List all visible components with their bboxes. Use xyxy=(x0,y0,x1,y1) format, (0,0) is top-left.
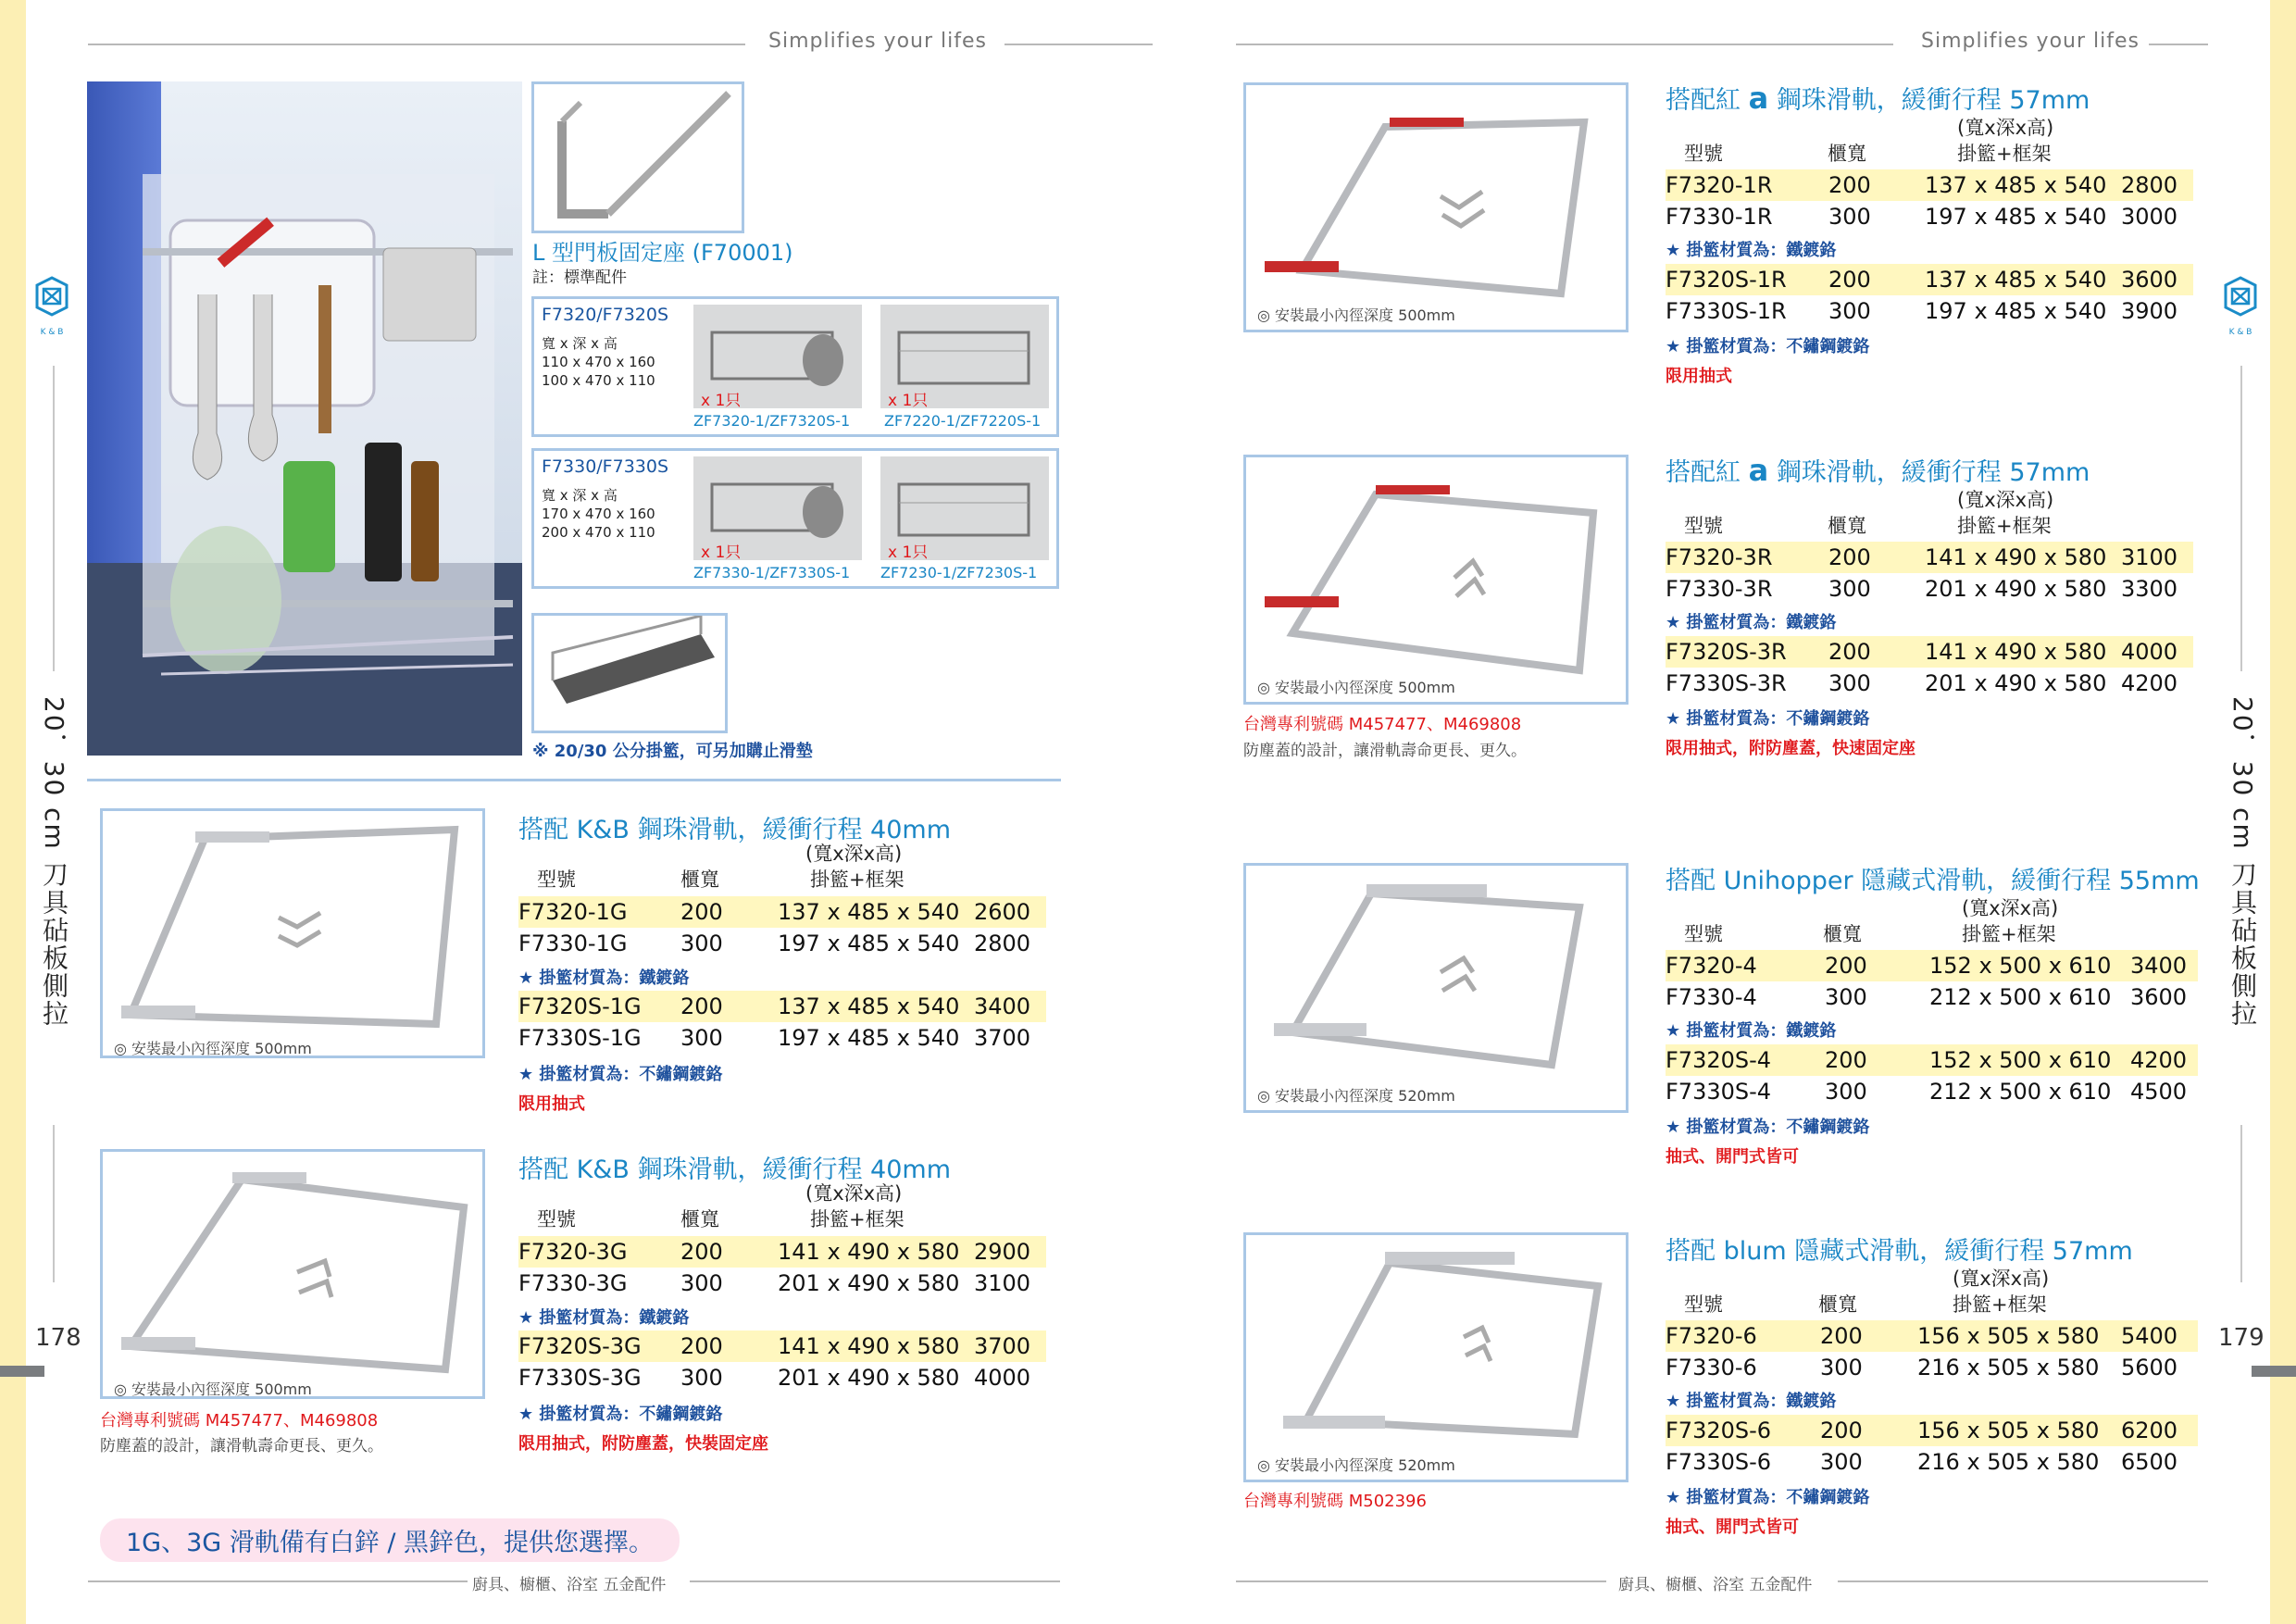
model-header: 型號 xyxy=(1684,923,1723,945)
patent-description: 防塵蓋的設計，讓滑軌壽命更長、更久。 xyxy=(100,1437,383,1455)
brand-logo-left xyxy=(35,276,69,337)
rail-image-frame xyxy=(1243,863,1628,1113)
dims-header: (寬x深x高) xyxy=(1953,1268,2050,1290)
model-header: 型號 xyxy=(537,868,576,891)
table-row: F7320S-3R 200 141 x 490 x 580 4000 xyxy=(1666,636,2193,668)
table-row: F7320-6 200 156 x 505 x 580 5400 xyxy=(1666,1320,2198,1352)
rail-image-frame xyxy=(100,1149,485,1399)
model-header: 型號 xyxy=(1684,143,1723,165)
material-note: ★ 掛籃材質為：不鏽鋼鍍鉻 xyxy=(1666,1118,1870,1137)
material-note: ★ 掛籃材質為：不鏽鋼鍍鉻 xyxy=(1666,709,1870,729)
model-header: 型號 xyxy=(1684,1293,1723,1316)
table-row: F7320-3G 200 141 x 490 x 580 2900 xyxy=(518,1236,1046,1268)
header-rule xyxy=(1004,44,1153,45)
model-header: 型號 xyxy=(1684,515,1723,537)
material-note: ★ 掛籃材質為：不鏽鋼鍍鉻 xyxy=(518,1065,723,1084)
rail-frame-image xyxy=(103,811,482,1033)
rail-frame-image xyxy=(1246,85,1626,307)
basket-header: 掛籃+框架 xyxy=(810,868,905,891)
side-title-left: 20．30 cm 刀具砧板側拉 xyxy=(39,696,69,1028)
section-title: 搭配 K&B 鋼珠滑軌，緩衝行程 40mm xyxy=(518,1156,951,1184)
table-row: F7330S-1G 300 197 x 485 x 540 3700 xyxy=(518,1025,1031,1051)
accessory-spec-line: 200 x 470 x 110 xyxy=(542,524,655,541)
spec-table-kb-1g xyxy=(518,809,1055,1115)
material-note: ★ 掛籃材質為：不鏽鋼鍍鉻 xyxy=(1666,1488,1870,1507)
width-header: 櫃寬 xyxy=(1823,923,1862,945)
table-row: F7330-3G 300 201 x 490 x 580 3100 xyxy=(518,1270,1031,1296)
usage-note: 限用抽式 xyxy=(518,1094,585,1114)
dims-header: (寬x深x高) xyxy=(1962,897,2059,919)
basket-header: 掛籃+框架 xyxy=(1957,143,2052,165)
page-number-left: 178 xyxy=(35,1324,81,1352)
accessory-qty: x 1只 xyxy=(701,392,742,410)
accessory-spec-line: 100 x 470 x 110 xyxy=(542,372,655,389)
patent-number: 台灣專利號碼 M502396 xyxy=(1243,1492,1427,1511)
usage-note: 抽式、開門式皆可 xyxy=(1666,1518,1799,1537)
basket-header: 掛籃+框架 xyxy=(810,1208,905,1230)
l-bracket-title: L 型門板固定座 (F70001) xyxy=(532,240,793,266)
table-row: F7330-6 300 216 x 505 x 580 5600 xyxy=(1666,1355,2178,1380)
accessory-spec-line: 110 x 470 x 160 xyxy=(542,354,655,370)
table-row: F7330S-3G 300 201 x 490 x 580 4000 xyxy=(518,1365,1031,1391)
width-header: 櫃寬 xyxy=(1818,1293,1857,1316)
material-note: ★ 掛籃材質為：鐵鍍鉻 xyxy=(518,1308,690,1328)
usage-note: 限用抽式 xyxy=(1666,367,1732,386)
install-depth: ◎ 安裝最小內徑深度 500mm xyxy=(114,1040,312,1057)
dims-header: (寬x深x高) xyxy=(805,843,903,865)
accessory-title: F7330/F7330S xyxy=(542,456,669,477)
accessory-spec-line: 170 x 470 x 160 xyxy=(542,506,655,522)
width-header: 櫃寬 xyxy=(1828,143,1866,165)
header-slogan-right: Simplifies your lifes xyxy=(1912,30,2149,53)
table-row: F7330S-1R 300 197 x 485 x 540 3900 xyxy=(1666,298,2178,324)
material-note: ★ 掛籃材質為：鐵鍍鉻 xyxy=(1666,613,1837,632)
rail-image-frame xyxy=(1243,1232,1628,1482)
dims-header: (寬x深x高) xyxy=(805,1182,903,1205)
l-bracket-image xyxy=(534,84,742,231)
header-rule xyxy=(1236,44,1893,45)
accessory-spec-label: 寬 x 深 x 高 xyxy=(542,335,618,352)
spec-table-a-1r xyxy=(1666,80,2202,394)
rail-frame-image xyxy=(1246,1235,1626,1457)
basket-header: 掛籃+框架 xyxy=(1962,923,2056,945)
footer-text-right: 廚具、櫥櫃、浴室 五金配件 xyxy=(1618,1576,1813,1594)
section-title: 搭配 blum 隱藏式滑軌，緩衝行程 57mm xyxy=(1666,1237,2133,1266)
table-row: F7330-3R 300 201 x 490 x 580 3300 xyxy=(1666,576,2178,602)
rail-frame-image xyxy=(103,1152,482,1374)
table-row: F7320-3R 200 141 x 490 x 580 3100 xyxy=(1666,542,2193,573)
accessory-qty: x 1只 xyxy=(888,392,929,410)
basket-note: ※ 20/30 公分掛籃，可另加購止滑墊 xyxy=(532,742,813,761)
spec-table-unihopper-4 xyxy=(1666,860,2202,1175)
accessory-code: ZF7320-1/ZF7320S-1 xyxy=(693,412,851,430)
material-note: ★ 掛籃材質為：鐵鍍鉻 xyxy=(1666,1021,1837,1041)
usage-note: 限用抽式，附防塵蓋，快速固定座 xyxy=(1666,739,1915,758)
table-row: F7330S-6 300 216 x 505 x 580 6500 xyxy=(1666,1449,2178,1475)
install-depth: ◎ 安裝最小內徑深度 500mm xyxy=(114,1380,312,1398)
dims-header: (寬x深x高) xyxy=(1957,489,2054,511)
table-row: F7320S-3G 200 141 x 490 x 580 3700 xyxy=(518,1330,1046,1362)
rail-image-frame xyxy=(100,808,485,1058)
kitchen-scene-image xyxy=(87,81,522,756)
left-page-edge xyxy=(0,0,26,1624)
usage-note: 限用抽式，附防塵蓋，快裝固定座 xyxy=(518,1434,768,1454)
page-number-right: 179 xyxy=(2218,1324,2265,1352)
accessory-code: ZF7230-1/ZF7230S-1 xyxy=(880,564,1038,581)
left-side-tab xyxy=(0,1366,44,1377)
table-row: F7320S-1G 200 137 x 485 x 540 3400 xyxy=(518,991,1046,1022)
install-depth: ◎ 安裝最小內徑深度 500mm xyxy=(1257,306,1455,324)
patent-number: 台灣專利號碼 M457477、M469808 xyxy=(1243,715,1522,734)
side-rule xyxy=(53,1125,55,1282)
spec-table-kb-3g xyxy=(518,1149,1055,1455)
table-row: F7330-1G 300 197 x 485 x 540 2800 xyxy=(518,931,1031,956)
section-title: 搭配 Unihopper 隱藏式滑軌，緩衝行程 55mm xyxy=(1666,867,2200,895)
brand-logo-right xyxy=(2224,276,2257,337)
section-title: 搭配紅 a 鋼珠滑軌，緩衝行程 57mm xyxy=(1666,81,2090,116)
right-side-tab xyxy=(2252,1366,2296,1377)
header-rule xyxy=(88,44,745,45)
width-header: 櫃寬 xyxy=(680,1208,719,1230)
footer-rule xyxy=(1838,1580,2208,1582)
width-header: 櫃寬 xyxy=(680,868,719,891)
accessory-qty: x 1只 xyxy=(888,543,929,562)
a-brand-logo: a xyxy=(1748,453,1769,488)
kitchen-photo xyxy=(87,81,522,756)
kb-logo-icon xyxy=(2224,276,2257,324)
l-bracket-photo xyxy=(531,81,744,233)
footer-text-left: 廚具、櫥櫃、浴室 五金配件 xyxy=(472,1576,667,1594)
dims-header: (寬x深x高) xyxy=(1957,117,2054,139)
l-bracket-note: 註：標準配件 xyxy=(532,269,627,287)
color-option-banner: 1G、3G 滑軌備有白鋅 / 黑鋅色，提供您選擇。 xyxy=(100,1518,680,1562)
side-rule xyxy=(2240,366,2242,671)
table-row: F7330-1R 300 197 x 485 x 540 3000 xyxy=(1666,204,2178,230)
table-row: F7330-4 300 212 x 500 x 610 3600 xyxy=(1666,984,2188,1010)
section-title: 搭配紅 a 鋼珠滑軌，緩衝行程 57mm xyxy=(1666,453,2090,488)
table-row: F7320-1R 200 137 x 485 x 540 2800 xyxy=(1666,169,2193,201)
right-page-edge xyxy=(2270,0,2296,1624)
footer-rule xyxy=(88,1580,468,1582)
logo-caption: K & B xyxy=(40,328,64,337)
accessory-code: ZF7220-1/ZF7220S-1 xyxy=(884,412,1042,430)
patent-description: 防塵蓋的設計，讓滑軌壽命更長、更久。 xyxy=(1243,742,1527,760)
table-row: F7330S-3R 300 201 x 490 x 580 4200 xyxy=(1666,670,2178,696)
table-row: F7320S-4 200 152 x 500 x 610 4200 xyxy=(1666,1044,2198,1076)
width-header: 櫃寬 xyxy=(1828,515,1866,537)
table-row: F7320-4 200 152 x 500 x 610 3400 xyxy=(1666,950,2198,981)
kb-logo-icon xyxy=(35,276,69,324)
accessory-code: ZF7330-1/ZF7330S-1 xyxy=(693,564,851,581)
table-row: F7320S-6 200 156 x 505 x 580 6200 xyxy=(1666,1415,2198,1446)
material-note: ★ 掛籃材質為：鐵鍍鉻 xyxy=(1666,1392,1837,1411)
usage-note: 抽式、開門式皆可 xyxy=(1666,1147,1799,1167)
section-divider xyxy=(87,779,1061,781)
rail-image-frame xyxy=(1243,82,1628,332)
accessory-spec-label: 寬 x 深 x 高 xyxy=(542,487,618,504)
table-row: F7330S-4 300 212 x 500 x 610 4500 xyxy=(1666,1079,2188,1105)
rail-frame-image xyxy=(1246,457,1626,680)
side-rule xyxy=(2240,1125,2242,1282)
spec-table-blum-6 xyxy=(1666,1230,2202,1545)
install-depth: ◎ 安裝最小內徑深度 520mm xyxy=(1257,1087,1455,1105)
a-brand-logo: a xyxy=(1748,81,1769,116)
rail-frame-image xyxy=(1246,866,1626,1088)
accessory-box-f7330 xyxy=(531,448,1059,589)
material-note: ★ 掛籃材質為：鐵鍍鉻 xyxy=(518,968,690,988)
install-depth: ◎ 安裝最小內徑深度 520mm xyxy=(1257,1456,1455,1474)
basket-mat-image xyxy=(534,616,725,731)
table-row: F7320-1G 200 137 x 485 x 540 2600 xyxy=(518,896,1046,928)
basket-mat-photo xyxy=(531,613,728,733)
footer-rule xyxy=(1236,1580,1606,1582)
material-note: ★ 掛籃材質為：不鏽鋼鍍鉻 xyxy=(1666,337,1870,356)
install-depth: ◎ 安裝最小內徑深度 500mm xyxy=(1257,679,1455,696)
side-rule xyxy=(53,366,55,671)
patent-number: 台灣專利號碼 M457477、M469808 xyxy=(100,1411,379,1430)
material-note: ★ 掛籃材質為：鐵鍍鉻 xyxy=(1666,241,1837,260)
rail-image-frame xyxy=(1243,455,1628,705)
table-row: F7320S-1R 200 137 x 485 x 540 3600 xyxy=(1666,264,2193,295)
footer-rule xyxy=(690,1580,1060,1582)
header-slogan-left: Simplifies your lifes xyxy=(759,30,996,53)
logo-caption: K & B xyxy=(2228,328,2252,337)
spec-table-a-3r xyxy=(1666,452,2202,767)
basket-header: 掛籃+框架 xyxy=(1957,515,2052,537)
accessory-title: F7320/F7320S xyxy=(542,305,669,325)
accessory-box-f7320 xyxy=(531,296,1059,437)
model-header: 型號 xyxy=(537,1208,576,1230)
material-note: ★ 掛籃材質為：不鏽鋼鍍鉻 xyxy=(518,1405,723,1424)
accessory-qty: x 1只 xyxy=(701,543,742,562)
basket-header: 掛籃+框架 xyxy=(1953,1293,2047,1316)
side-title-right: 20．30 cm 刀具砧板側拉 xyxy=(2227,696,2258,1028)
section-title: 搭配 K&B 鋼珠滑軌，緩衝行程 40mm xyxy=(518,816,951,844)
